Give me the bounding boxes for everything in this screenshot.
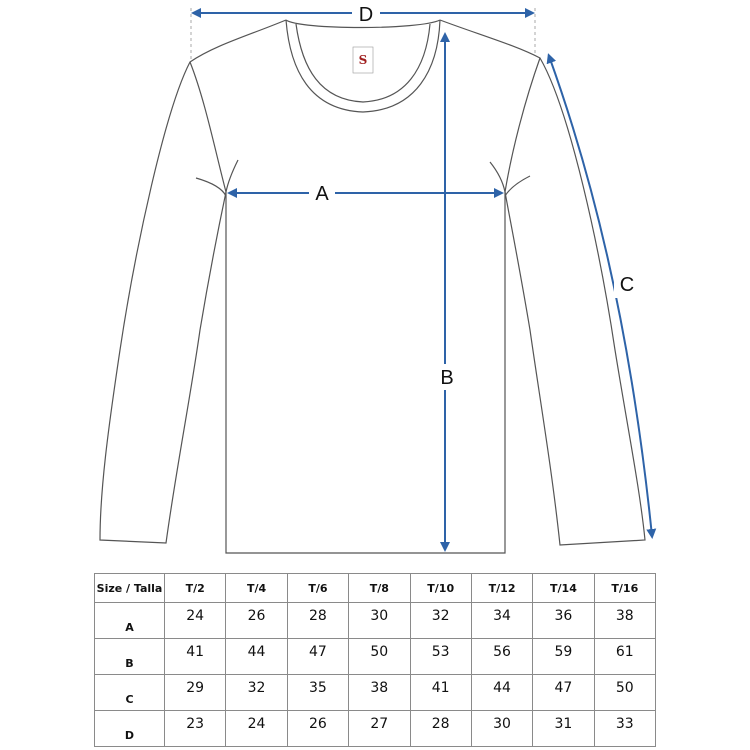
size-header: T/12 — [471, 574, 532, 603]
brand-tag-icon — [353, 47, 373, 73]
table-cell: 31 — [533, 711, 594, 747]
table-cell: 47 — [287, 639, 348, 675]
size-header-row — [95, 574, 656, 603]
table-cell: 61 — [594, 639, 655, 675]
table-cell: 26 — [287, 711, 348, 747]
table-cell: 50 — [349, 639, 410, 675]
table-cell: 34 — [471, 603, 532, 639]
size-corner-label: Size / Talla — [95, 574, 165, 603]
size-header: T/16 — [594, 574, 655, 603]
size-header: T/10 — [410, 574, 471, 603]
label-d: D — [358, 4, 374, 26]
table-cell: 35 — [287, 675, 348, 711]
size-header: T/4 — [226, 574, 287, 603]
table-row — [95, 639, 656, 675]
table-cell: 50 — [594, 675, 655, 711]
svg-text:S: S — [358, 53, 368, 67]
table-cell: 44 — [226, 639, 287, 675]
table-cell: 28 — [287, 603, 348, 639]
size-table — [94, 573, 656, 747]
table-cell: 24 — [165, 603, 226, 639]
table-cell: 38 — [594, 603, 655, 639]
size-header: T/6 — [287, 574, 348, 603]
table-cell: 59 — [533, 639, 594, 675]
table-cell: 53 — [410, 639, 471, 675]
table-cell: 38 — [349, 675, 410, 711]
table-cell: 24 — [226, 711, 287, 747]
table-cell: 32 — [410, 603, 471, 639]
row-label: A — [95, 603, 165, 639]
row-label: C — [95, 675, 165, 711]
table-cell: 23 — [165, 711, 226, 747]
table-cell: 41 — [165, 639, 226, 675]
size-header: T/14 — [533, 574, 594, 603]
table-cell: 28 — [410, 711, 471, 747]
label-c: C — [619, 274, 635, 296]
table-cell: 41 — [410, 675, 471, 711]
table-row — [95, 711, 656, 747]
table-cell: 27 — [349, 711, 410, 747]
table-cell: 36 — [533, 603, 594, 639]
row-label: B — [95, 639, 165, 675]
label-b: B — [440, 367, 454, 389]
table-cell: 30 — [471, 711, 532, 747]
table-row — [95, 603, 656, 639]
label-a: A — [315, 183, 329, 205]
size-header: T/8 — [349, 574, 410, 603]
table-cell: 44 — [471, 675, 532, 711]
table-cell: 26 — [226, 603, 287, 639]
table-cell: 56 — [471, 639, 532, 675]
table-cell: 29 — [165, 675, 226, 711]
table-cell: 32 — [226, 675, 287, 711]
row-label: D — [95, 711, 165, 747]
table-cell: 30 — [349, 603, 410, 639]
table-cell: 33 — [594, 711, 655, 747]
table-cell: 47 — [533, 675, 594, 711]
table-row — [95, 675, 656, 711]
size-header: T/2 — [165, 574, 226, 603]
